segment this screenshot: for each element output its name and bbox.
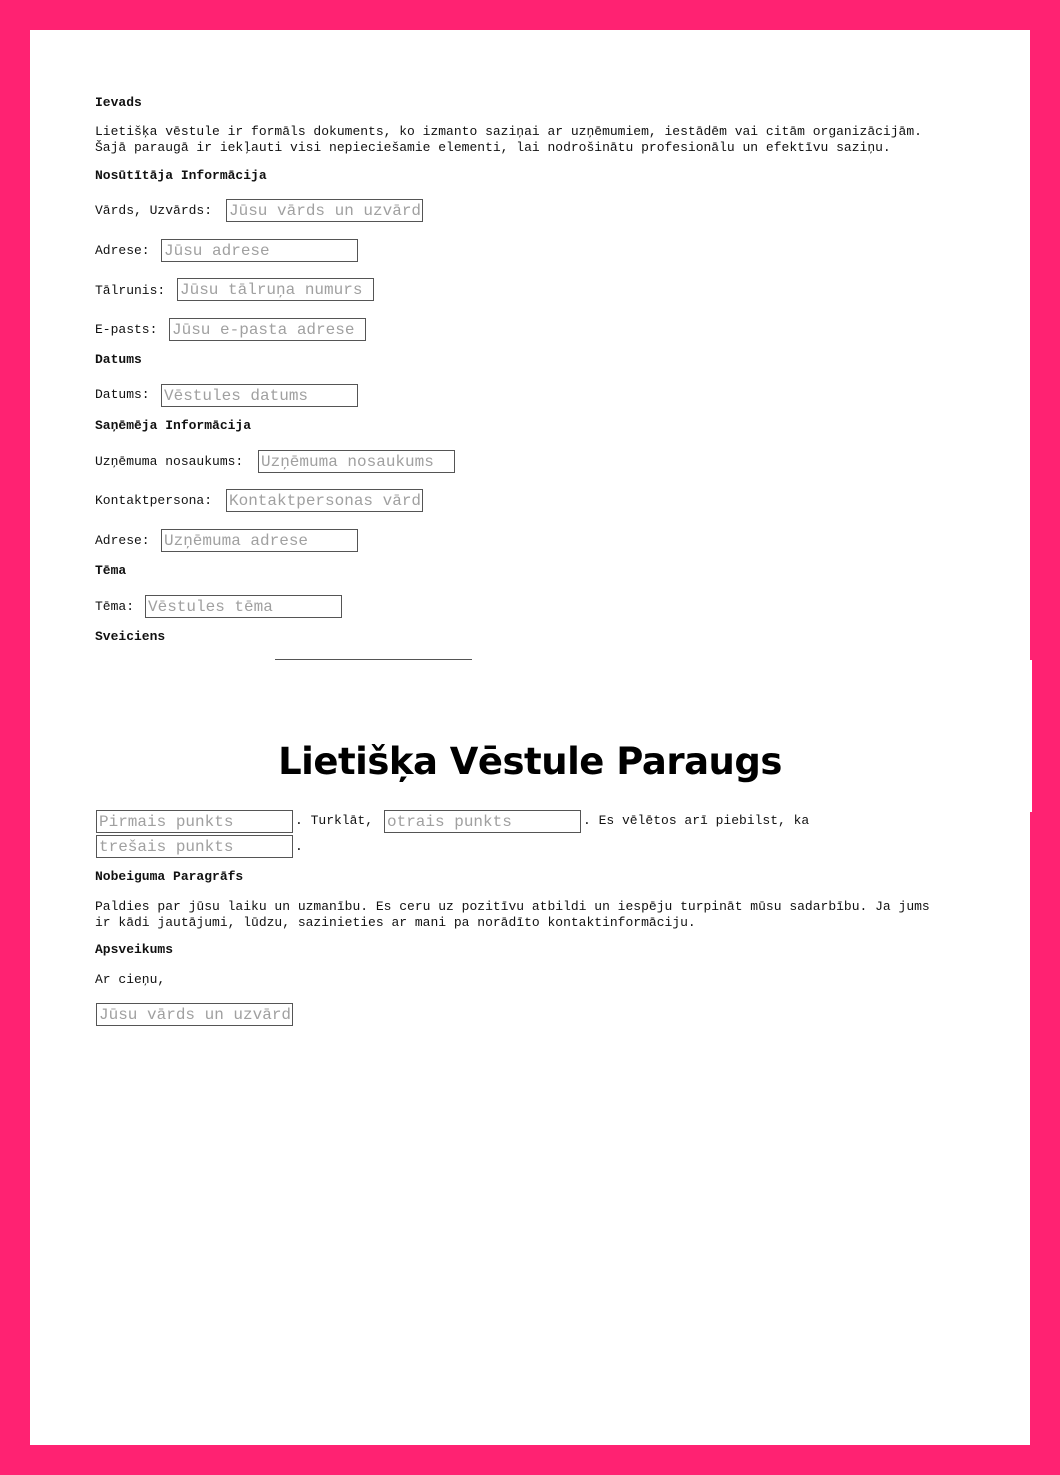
- body-text-end: .: [295, 839, 303, 854]
- recipient-contact-label: Kontaktpersona:: [95, 493, 213, 508]
- sender-name-input[interactable]: [226, 199, 423, 222]
- greeting-heading: Sveiciens: [95, 629, 166, 644]
- recipient-company-label: Uzņēmuma nosaukums:: [95, 454, 244, 469]
- intro-heading: Ievads: [95, 95, 142, 110]
- signature-input[interactable]: [96, 1003, 293, 1026]
- sender-name-label: Vārds, Uzvārds:: [95, 203, 213, 218]
- sender-phone-input[interactable]: [177, 278, 374, 301]
- sender-phone-label: Tālrunis:: [95, 283, 166, 298]
- date-heading: Datums: [95, 352, 142, 367]
- recipient-address-input[interactable]: [161, 529, 358, 552]
- third-point-input[interactable]: [96, 835, 293, 858]
- recipient-contact-input[interactable]: [226, 489, 423, 512]
- recipient-address-label: Adrese:: [95, 533, 150, 548]
- signoff-heading: Apsveikums: [95, 942, 174, 957]
- body-text-turklat: . Turklāt,: [295, 813, 374, 828]
- date-label: Datums:: [95, 387, 150, 402]
- sender-address-input[interactable]: [161, 239, 358, 262]
- recipient-company-input[interactable]: [258, 450, 455, 473]
- closing-heading: Nobeiguma Paragrāfs: [95, 869, 244, 884]
- sender-address-label: Adrese:: [95, 243, 150, 258]
- subject-label: Tēma:: [95, 599, 135, 614]
- signoff-text: Ar cieņu,: [95, 972, 166, 987]
- subject-input[interactable]: [145, 595, 342, 618]
- subject-heading: Tēma: [95, 563, 127, 578]
- title-banner: [30, 660, 1032, 812]
- body-text-piebilst: . Es vēlētos arī piebilst, ka: [583, 813, 810, 828]
- intro-paragraph: Lietišķa vēstule ir formāls dokuments, ko izmanto saziņai ar uzņēmumiem, iestādēm vai citām organizācijām. Šajā paraugā ir iekļauti visi nepieciešamie elementi, lai nodrošinātu profesionālu un efektīvu saziņu.: [95, 124, 922, 155]
- sender-email-input[interactable]: [169, 318, 366, 341]
- page-title: Lietišķa Vēstule Paraugs: [278, 740, 782, 783]
- second-point-input[interactable]: [384, 810, 581, 833]
- sender-heading: Nosūtītāja Informācija: [95, 168, 267, 183]
- recipient-heading: Saņēmēja Informācija: [95, 418, 252, 433]
- date-input[interactable]: [161, 384, 358, 407]
- first-point-input[interactable]: [96, 810, 293, 833]
- closing-paragraph: Paldies par jūsu laiku un uzmanību. Es ceru uz pozitīvu atbildi un iespēju turpināt mūsu sadarbību. Ja jums ir kādi jautājumi, lūdzu, sazinieties ar mani pa norādīto kontaktinformāciju.: [95, 899, 930, 930]
- sender-email-label: E-pasts:: [95, 322, 158, 337]
